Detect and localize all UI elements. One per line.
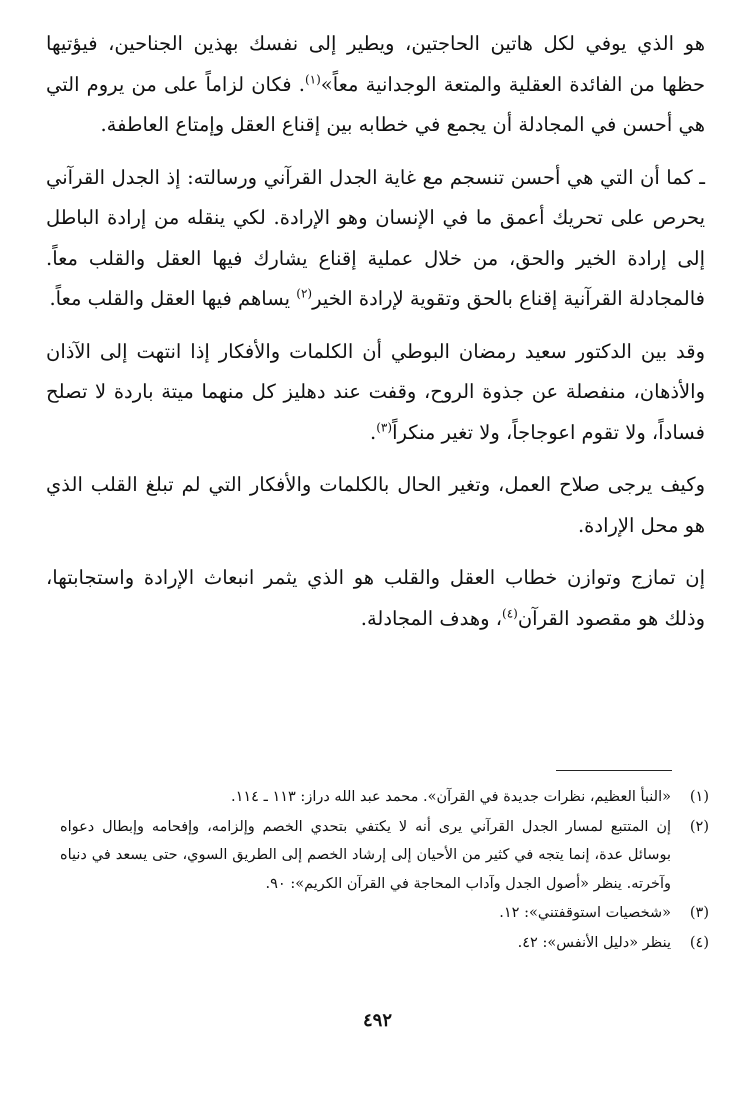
footnote-number: (١)	[689, 789, 709, 805]
paragraph-text: إن تمازج وتوازن خطاب العقل والقلب هو الذي يثمر انبعاث الإرادة واستجابتها، وذلك هو مقصود القرآن	[46, 566, 705, 630]
paragraph-text: وقد بين الدكتور سعيد رمضان البوطي أن الكلمات والأفكار إذا انتهت إلى الآذان والأذهان، منفصلة عن جذوة الروح، وقفت عند دهليز كل منهما ميتة باردة لا تصلح فساداً، ولا تقوم اعوجاجاً، ولا تغير منكراً	[46, 339, 705, 444]
paragraph-text: هو الذي يوفي لكل هاتين الحاجتين، ويطير إلى نفسك بهذين الجناحين، فيؤتيها حظها من الفائدة العقلية والمتعة الوجدانية معاً»	[46, 32, 705, 96]
footnote-number: (٣)	[689, 905, 709, 921]
footnote-ref: (٢)	[296, 286, 313, 301]
paragraph-text: وكيف يرجى صلاح العمل، وتغير الحال بالكلمات والأفكار التي لم تبلغ القلب الذي هو محل الإرادة.	[46, 473, 705, 537]
footnote-4	[60, 929, 709, 958]
paragraph-text-tail: ، وهدف المجادلة.	[360, 606, 503, 630]
paragraph-5	[46, 558, 705, 639]
footnote-1	[60, 783, 709, 812]
paragraph-text-tail: . فكان لزاماً على من يروم التي هي أحسن في المجادلة أن يجمع في خطابه بين إقناع العقل وإمتاع العاطفة.	[46, 72, 705, 136]
paragraph-text-tail: .	[370, 420, 377, 444]
footnote-text: «شخصيات استوقفتني»: ١٢.	[499, 905, 671, 921]
body-text	[46, 24, 705, 651]
footnote-2	[60, 813, 709, 899]
footnote-number: (٤)	[689, 934, 709, 951]
footnote-text: ينظر «دليل الأنفس»: ٤٢.	[517, 934, 671, 951]
paragraph-1	[46, 24, 705, 146]
footnote-ref: (٣)	[376, 420, 393, 434]
page-number: ٤٩٢	[362, 1010, 392, 1031]
paragraph-4	[46, 465, 705, 546]
footnote-ref: (١)	[304, 72, 321, 86]
paragraph-2	[46, 158, 705, 320]
footnotes	[60, 783, 709, 958]
paragraph-3	[46, 332, 705, 454]
footnote-3	[60, 899, 709, 928]
paragraph-text-tail: يساهم فيها العقل والقلب معاً.	[49, 287, 297, 310]
paragraph-text: ـ كما أن التي هي أحسن تنسجم مع غاية الجدل القرآني ورسالته: إذ الجدل القرآني يحرص على تحريك أعمق ما في الإنسان وهو الإرادة. لكي ينقله من إرادة الباطل إلى إرادة الخير والحق، من خلال عملية إقناع يشارك فيها العقل والقلب معاً. فالمجادلة القرآنية إقناع بالحق وتقوية لإرادة الخير	[46, 165, 705, 310]
footnote-separator	[556, 770, 672, 771]
footnote-text: «النبأ العظيم، نظرات جديدة في القرآن». محمد عبد الله دراز: ١١٣ ـ ١١٤.	[231, 789, 671, 805]
footnote-number: (٢)	[689, 818, 709, 835]
footnote-text: إن المتتبع لمسار الجدل القرآني يرى أنه لا يكتفي بتحدي الخصم وإلزامه، وإفحامه وإبطال دعواه بوسائل عدة، إنما يتجه في كثير من الأحيان إلى إرشاد الخصم إلى الطريق السوي، حتى يسعد في دنياه وآخرته. ينظر «أصول الجدل وآداب المحاجة في القرآن الكريم»: ٩٠.	[60, 818, 671, 892]
footnote-ref: (٤)	[502, 606, 518, 620]
